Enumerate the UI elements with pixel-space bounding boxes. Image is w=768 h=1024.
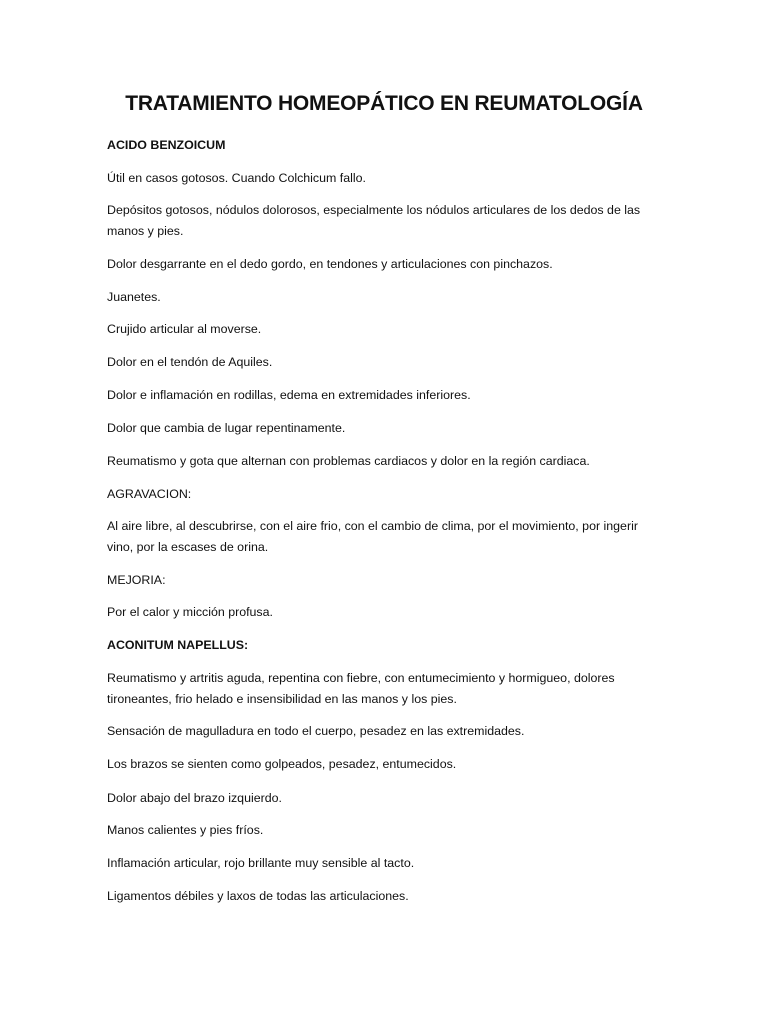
paragraph: Al aire libre, al descubrirse, con el aire frio, con el cambio de clima, por el movimiento, por ingerir vino, por la escases de orina. — [107, 519, 638, 554]
paragraph: Dolor abajo del brazo izquierdo. — [107, 791, 282, 805]
paragraph: Manos calientes y pies fríos. — [107, 823, 264, 837]
paragraph: Por el calor y micción profusa. — [107, 605, 273, 619]
paragraph: Útil en casos gotosos. Cuando Colchicum fallo. — [107, 171, 366, 185]
paragraph: Reumatismo y artritis aguda, repentina con fiebre, con entumecimiento y hormigueo, dolores tironeantes, frio helado e insensibilidad en las manos y los pies. — [107, 671, 615, 706]
paragraph: Juanetes. — [107, 290, 161, 304]
paragraph: Dolor desgarrante en el dedo gordo, en tendones y articulaciones con pinchazos. — [107, 257, 553, 271]
paragraph: Reumatismo y gota que alternan con problemas cardiacos y dolor en la región cardiaca. — [107, 454, 590, 468]
paragraph: Los brazos se sienten como golpeados, pesadez, entumecidos. — [107, 757, 457, 771]
section-heading-acido-benzoicum: ACIDO BENZOICUM — [107, 138, 226, 152]
paragraph: Depósitos gotosos, nódulos dolorosos, especialmente los nódulos articulares de los dedos de las manos y pies. — [107, 203, 641, 238]
paragraph: Dolor en el tendón de Aquiles. — [107, 355, 273, 369]
document-title: TRATAMIENTO HOMEOPÁTICO EN REUMATOLOGÍA — [125, 92, 643, 115]
subheading-agravacion: AGRAVACION: — [107, 487, 192, 501]
section-heading-aconitum-napellus: ACONITUM NAPELLUS: — [107, 638, 249, 652]
paragraph: Inflamación articular, rojo brillante muy sensible al tacto. — [107, 856, 415, 870]
paragraph: Crujido articular al moverse. — [107, 322, 262, 336]
subheading-mejoria: MEJORIA: — [107, 573, 166, 587]
paragraph: Dolor que cambia de lugar repentinamente. — [107, 421, 346, 435]
paragraph: Dolor e inflamación en rodillas, edema en extremidades inferiores. — [107, 388, 471, 402]
paragraph: Ligamentos débiles y laxos de todas las articulaciones. — [107, 889, 409, 903]
paragraph: Sensación de magulladura en todo el cuerpo, pesadez en las extremidades. — [107, 724, 525, 738]
